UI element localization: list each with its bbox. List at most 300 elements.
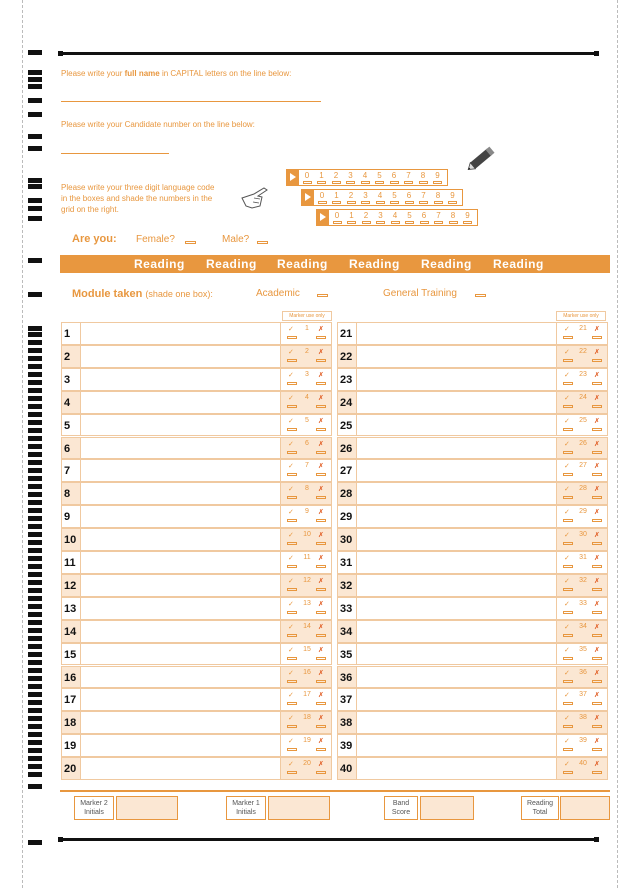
timing-mark (28, 468, 42, 473)
answer-row (61, 528, 332, 551)
correct-box[interactable] (287, 519, 297, 522)
answer-input[interactable] (356, 712, 557, 733)
language-digit-9[interactable]: 9 (447, 191, 459, 204)
correct-box[interactable] (287, 428, 297, 431)
answer-row (61, 482, 332, 505)
band-score-box[interactable] (420, 796, 474, 820)
marker-number: 20 (303, 760, 311, 768)
marker-number: 5 (305, 416, 309, 424)
language-digit-7[interactable]: 7 (418, 191, 430, 204)
answer-row (61, 322, 332, 345)
answer-input[interactable] (80, 735, 281, 756)
correct-box[interactable] (563, 657, 573, 660)
check-icon: ✓ (564, 738, 570, 746)
marker-box (560, 736, 606, 756)
check-icon: ✓ (564, 761, 570, 769)
timing-mark (28, 692, 42, 697)
answer-input[interactable] (80, 529, 281, 550)
incorrect-box[interactable] (316, 451, 326, 454)
cross-icon: ✗ (318, 555, 324, 562)
language-digit-5[interactable]: 5 (404, 211, 416, 224)
cross-icon: ✗ (594, 577, 600, 585)
answer-input[interactable] (80, 392, 281, 413)
answer-input[interactable] (80, 369, 281, 390)
language-digit-7[interactable]: 7 (433, 211, 445, 224)
incorrect-box[interactable] (316, 473, 326, 476)
language-digit-2[interactable]: 2 (345, 191, 357, 204)
correct-box[interactable] (287, 657, 297, 660)
answer-input[interactable] (356, 552, 557, 573)
marker2-initials-box[interactable] (116, 796, 178, 820)
incorrect-box[interactable] (316, 588, 326, 591)
marker-number: 7 (305, 462, 309, 470)
incorrect-box[interactable] (316, 428, 326, 431)
question-number: 19 (64, 740, 77, 753)
cross-icon: ✗ (594, 600, 600, 608)
language-digit-2[interactable]: 2 (330, 171, 342, 184)
timing-mark (28, 580, 42, 585)
answer-row (337, 391, 608, 414)
timing-mark (28, 508, 42, 513)
cross-icon: ✗ (318, 761, 324, 769)
incorrect-box[interactable] (316, 702, 326, 705)
answer-input[interactable] (356, 460, 557, 481)
correct-box[interactable] (287, 588, 297, 591)
incorrect-box[interactable] (592, 702, 602, 705)
answer-input[interactable] (356, 483, 557, 504)
answer-row (61, 597, 332, 620)
incorrect-box[interactable] (316, 748, 326, 751)
academic-checkbox[interactable] (317, 294, 328, 297)
marker-number: 38 (579, 714, 587, 722)
cross-icon: ✗ (318, 417, 324, 425)
correct-box[interactable] (563, 748, 573, 751)
correct-box[interactable] (287, 611, 297, 614)
cross-icon: ✗ (594, 326, 600, 333)
pencil-icon (464, 140, 500, 176)
reading-total-box[interactable] (560, 796, 610, 820)
incorrect-box[interactable] (316, 336, 326, 339)
timing-mark (28, 112, 42, 117)
answer-row (61, 414, 332, 437)
incorrect-box[interactable] (592, 771, 602, 774)
incorrect-box[interactable] (592, 657, 602, 660)
corner-square (594, 837, 599, 842)
incorrect-box[interactable] (592, 359, 602, 362)
female-checkbox[interactable] (185, 241, 196, 244)
correct-box[interactable] (563, 680, 573, 683)
answer-input[interactable] (80, 415, 281, 436)
answer-row (61, 437, 332, 460)
answer-row (61, 459, 332, 482)
answer-input[interactable] (356, 506, 557, 527)
question-number: 1 (64, 328, 71, 340)
correct-box[interactable] (287, 451, 297, 454)
check-icon: ✓ (564, 417, 570, 425)
incorrect-box[interactable] (316, 496, 326, 499)
incorrect-box[interactable] (592, 473, 602, 476)
incorrect-box[interactable] (592, 680, 602, 683)
marker-number: 22 (579, 347, 587, 355)
correct-box[interactable] (287, 496, 297, 499)
correct-box[interactable] (563, 428, 573, 431)
incorrect-box[interactable] (592, 748, 602, 751)
incorrect-box[interactable] (592, 451, 602, 454)
band-score-label: Band Score (384, 796, 418, 820)
incorrect-box[interactable] (316, 405, 326, 408)
answer-input[interactable] (356, 438, 557, 459)
answer-input[interactable] (80, 644, 281, 665)
answer-input[interactable] (356, 323, 557, 344)
language-digit-6[interactable]: 6 (418, 211, 430, 224)
answer-input[interactable] (80, 323, 281, 344)
correct-box[interactable] (563, 359, 573, 362)
correct-box[interactable] (563, 519, 573, 522)
language-instruction: Please write your three digit language code in the boxes and shade the numbers in the grid on the right. (61, 183, 215, 214)
candidate-line[interactable] (61, 153, 169, 154)
incorrect-box[interactable] (316, 359, 326, 362)
question-number: 40 (340, 763, 353, 776)
answer-input[interactable] (80, 506, 281, 527)
language-digit-0[interactable]: 0 (316, 191, 328, 204)
answer-row (337, 505, 608, 528)
answer-input[interactable] (80, 460, 281, 481)
timing-mark (28, 444, 42, 449)
answer-input[interactable] (356, 735, 557, 756)
incorrect-box[interactable] (592, 634, 602, 637)
language-digit-8[interactable]: 8 (447, 211, 459, 224)
correct-box[interactable] (287, 680, 297, 683)
question-number: 8 (64, 488, 71, 501)
language-digit-3[interactable]: 3 (345, 171, 357, 184)
timing-mark (28, 98, 42, 103)
timing-mark (28, 740, 42, 745)
check-icon: ✓ (564, 394, 570, 402)
answer-input[interactable] (356, 598, 557, 619)
marker-box (284, 622, 330, 642)
marker-box (284, 599, 330, 619)
correct-box[interactable] (563, 382, 573, 385)
incorrect-box[interactable] (316, 771, 326, 774)
question-number: 30 (340, 534, 353, 547)
answer-input[interactable] (356, 392, 557, 413)
incorrect-box[interactable] (592, 725, 602, 728)
timing-mark (28, 396, 42, 401)
answer-input[interactable] (356, 667, 557, 688)
question-number: 37 (340, 694, 353, 707)
cross-icon: ✗ (594, 463, 600, 471)
incorrect-box[interactable] (592, 428, 602, 431)
correct-box[interactable] (563, 611, 573, 614)
timing-mark (28, 326, 42, 331)
cross-icon: ✗ (318, 348, 324, 356)
timing-mark (28, 258, 42, 263)
language-digit-6[interactable]: 6 (403, 191, 415, 204)
marker-number: 8 (305, 485, 309, 493)
correct-box[interactable] (563, 336, 573, 339)
correct-box[interactable] (287, 382, 297, 385)
correct-box[interactable] (563, 542, 573, 545)
incorrect-box[interactable] (316, 382, 326, 385)
cross-icon: ✗ (594, 715, 600, 723)
timing-mark (28, 332, 42, 337)
question-number: 7 (64, 465, 71, 478)
check-icon: ✓ (288, 715, 294, 723)
marker-box (560, 668, 606, 688)
question-number: 21 (340, 328, 353, 340)
incorrect-box[interactable] (316, 565, 326, 568)
top-bar (62, 52, 596, 55)
cross-icon: ✗ (594, 532, 600, 540)
language-digit-7[interactable]: 7 (403, 171, 415, 184)
incorrect-box[interactable] (316, 657, 326, 660)
incorrect-box[interactable] (316, 519, 326, 522)
timing-mark (28, 708, 42, 713)
correct-box[interactable] (563, 702, 573, 705)
answer-row (337, 620, 608, 643)
marker-box (560, 622, 606, 642)
answer-input[interactable] (80, 712, 281, 733)
incorrect-box[interactable] (592, 519, 602, 522)
answer-input[interactable] (356, 346, 557, 367)
marker-number: 14 (303, 622, 311, 630)
question-number: 26 (340, 442, 353, 455)
marker-number: 19 (303, 737, 311, 745)
correct-box[interactable] (287, 405, 297, 408)
name-line[interactable] (61, 101, 321, 102)
cross-icon: ✗ (318, 509, 324, 517)
marker-number: 23 (579, 370, 587, 378)
answer-input[interactable] (356, 644, 557, 665)
marker1-initials-box[interactable] (268, 796, 330, 820)
marker-number: 40 (579, 760, 587, 768)
timing-mark (28, 436, 42, 441)
timing-mark (28, 216, 42, 221)
banner-label: Reading (277, 257, 328, 271)
language-digit-1[interactable]: 1 (346, 211, 358, 224)
cross-icon: ✗ (318, 692, 324, 700)
answer-input[interactable] (80, 621, 281, 642)
correct-box[interactable] (563, 565, 573, 568)
marker-box (284, 576, 330, 596)
answer-input[interactable] (356, 529, 557, 550)
answer-input[interactable] (80, 667, 281, 688)
timing-mark (28, 652, 42, 657)
marker-number: 24 (579, 393, 587, 401)
incorrect-box[interactable] (316, 680, 326, 683)
language-digit-5[interactable]: 5 (389, 191, 401, 204)
correct-box[interactable] (563, 634, 573, 637)
question-number: 36 (340, 671, 353, 684)
incorrect-box[interactable] (592, 565, 602, 568)
marker-box (284, 461, 330, 481)
cross-icon: ✗ (318, 738, 324, 746)
timing-mark (28, 532, 42, 537)
check-icon: ✓ (564, 486, 570, 494)
correct-box[interactable] (563, 405, 573, 408)
marker-box (284, 324, 330, 344)
correct-box[interactable] (563, 771, 573, 774)
cross-icon: ✗ (594, 371, 600, 379)
banner-label: Reading (349, 257, 400, 271)
question-number: 15 (64, 648, 77, 661)
correct-box[interactable] (287, 748, 297, 751)
answer-row (337, 757, 608, 780)
language-digit-3[interactable]: 3 (360, 191, 372, 204)
correct-box[interactable] (563, 588, 573, 591)
incorrect-box[interactable] (316, 611, 326, 614)
answer-row (61, 757, 332, 780)
correct-box[interactable] (287, 473, 297, 476)
banner-label: Reading (206, 257, 257, 271)
cross-icon: ✗ (594, 761, 600, 769)
answer-input[interactable] (80, 552, 281, 573)
language-digit-1[interactable]: 1 (331, 191, 343, 204)
language-digit-row-1[interactable] (286, 169, 448, 186)
answer-input[interactable] (356, 758, 557, 779)
timing-mark (28, 77, 42, 82)
correct-box[interactable] (287, 565, 297, 568)
incorrect-box[interactable] (316, 725, 326, 728)
timing-mark (28, 700, 42, 705)
language-digit-0[interactable]: 0 (301, 171, 313, 184)
answer-row (337, 437, 608, 460)
timing-mark (28, 50, 42, 55)
answer-row (61, 551, 332, 574)
answer-row (337, 688, 608, 711)
correct-box[interactable] (563, 451, 573, 454)
marker-box (284, 736, 330, 756)
check-icon: ✓ (564, 577, 570, 585)
answer-input[interactable] (80, 438, 281, 459)
timing-mark (28, 492, 42, 497)
language-digit-4[interactable]: 4 (359, 171, 371, 184)
cross-icon: ✗ (594, 555, 600, 562)
incorrect-box[interactable] (316, 542, 326, 545)
cross-icon: ✗ (594, 417, 600, 425)
timing-mark (28, 784, 42, 789)
language-digit-8[interactable]: 8 (432, 191, 444, 204)
language-digit-1[interactable]: 1 (316, 171, 328, 184)
language-digit-3[interactable]: 3 (375, 211, 387, 224)
answer-input[interactable] (80, 598, 281, 619)
answer-input[interactable] (356, 415, 557, 436)
timing-mark (28, 524, 42, 529)
marker-number: 36 (579, 668, 587, 676)
language-digit-row-2[interactable] (301, 189, 463, 206)
answer-input[interactable] (80, 758, 281, 779)
incorrect-box[interactable] (592, 542, 602, 545)
marker2-initials-label: Marker 2 Initials (74, 796, 114, 820)
answer-row (337, 597, 608, 620)
check-icon: ✓ (564, 509, 570, 517)
language-digit-6[interactable]: 6 (388, 171, 400, 184)
question-number: 35 (340, 648, 353, 661)
marker-box (560, 530, 606, 550)
correct-box[interactable] (563, 473, 573, 476)
marker-box (560, 461, 606, 481)
check-icon: ✓ (564, 371, 570, 379)
language-digit-0[interactable]: 0 (331, 211, 343, 224)
language-digit-9[interactable]: 9 (462, 211, 474, 224)
answer-input[interactable] (80, 346, 281, 367)
correct-box[interactable] (287, 771, 297, 774)
language-digit-9[interactable]: 9 (432, 171, 444, 184)
language-digit-5[interactable]: 5 (374, 171, 386, 184)
answer-row (61, 391, 332, 414)
incorrect-box[interactable] (592, 405, 602, 408)
marker-number: 32 (579, 576, 587, 584)
language-digit-2[interactable]: 2 (360, 211, 372, 224)
cross-icon: ✗ (594, 623, 600, 631)
incorrect-box[interactable] (592, 611, 602, 614)
answer-input[interactable] (356, 369, 557, 390)
answer-input[interactable] (356, 689, 557, 710)
incorrect-box[interactable] (592, 336, 602, 339)
language-digit-8[interactable]: 8 (417, 171, 429, 184)
correct-box[interactable] (287, 725, 297, 728)
marker-box (560, 576, 606, 596)
check-icon: ✓ (564, 440, 570, 448)
timing-mark (28, 684, 42, 689)
marker-number: 4 (305, 393, 309, 401)
answer-input[interactable] (80, 689, 281, 710)
question-number: 3 (64, 373, 71, 386)
marker-number: 1 (305, 325, 309, 332)
correct-box[interactable] (287, 634, 297, 637)
timing-mark (28, 452, 42, 457)
general-training-checkbox[interactable] (475, 294, 486, 297)
marker-number: 39 (579, 737, 587, 745)
correct-box[interactable] (287, 336, 297, 339)
answer-row (337, 528, 608, 551)
marker-box (284, 393, 330, 413)
question-number: 5 (64, 419, 71, 432)
marker-box (284, 416, 330, 436)
marker-number: 13 (303, 599, 311, 607)
incorrect-box[interactable] (592, 496, 602, 499)
answer-input[interactable] (80, 483, 281, 504)
language-digit-4[interactable]: 4 (389, 211, 401, 224)
answer-input[interactable] (356, 621, 557, 642)
marker-box (284, 507, 330, 527)
marker-number: 34 (579, 622, 587, 630)
cross-icon: ✗ (594, 646, 600, 654)
question-number: 24 (340, 396, 353, 409)
incorrect-box[interactable] (592, 588, 602, 591)
marker-box (560, 370, 606, 390)
correct-box[interactable] (287, 702, 297, 705)
marker-box (284, 347, 330, 367)
answer-input[interactable] (80, 575, 281, 596)
answer-input[interactable] (356, 575, 557, 596)
marker-number: 3 (305, 370, 309, 378)
timing-mark (28, 644, 42, 649)
language-digit-row-3[interactable] (316, 209, 478, 226)
correct-box[interactable] (287, 359, 297, 362)
incorrect-box[interactable] (592, 382, 602, 385)
timing-mark (28, 84, 42, 89)
language-digit-4[interactable]: 4 (374, 191, 386, 204)
correct-box[interactable] (563, 496, 573, 499)
correct-box[interactable] (287, 542, 297, 545)
cross-icon: ✗ (594, 348, 600, 356)
correct-box[interactable] (563, 725, 573, 728)
male-checkbox[interactable] (257, 241, 268, 244)
marker-box (284, 439, 330, 459)
cross-icon: ✗ (318, 715, 324, 723)
incorrect-box[interactable] (316, 634, 326, 637)
